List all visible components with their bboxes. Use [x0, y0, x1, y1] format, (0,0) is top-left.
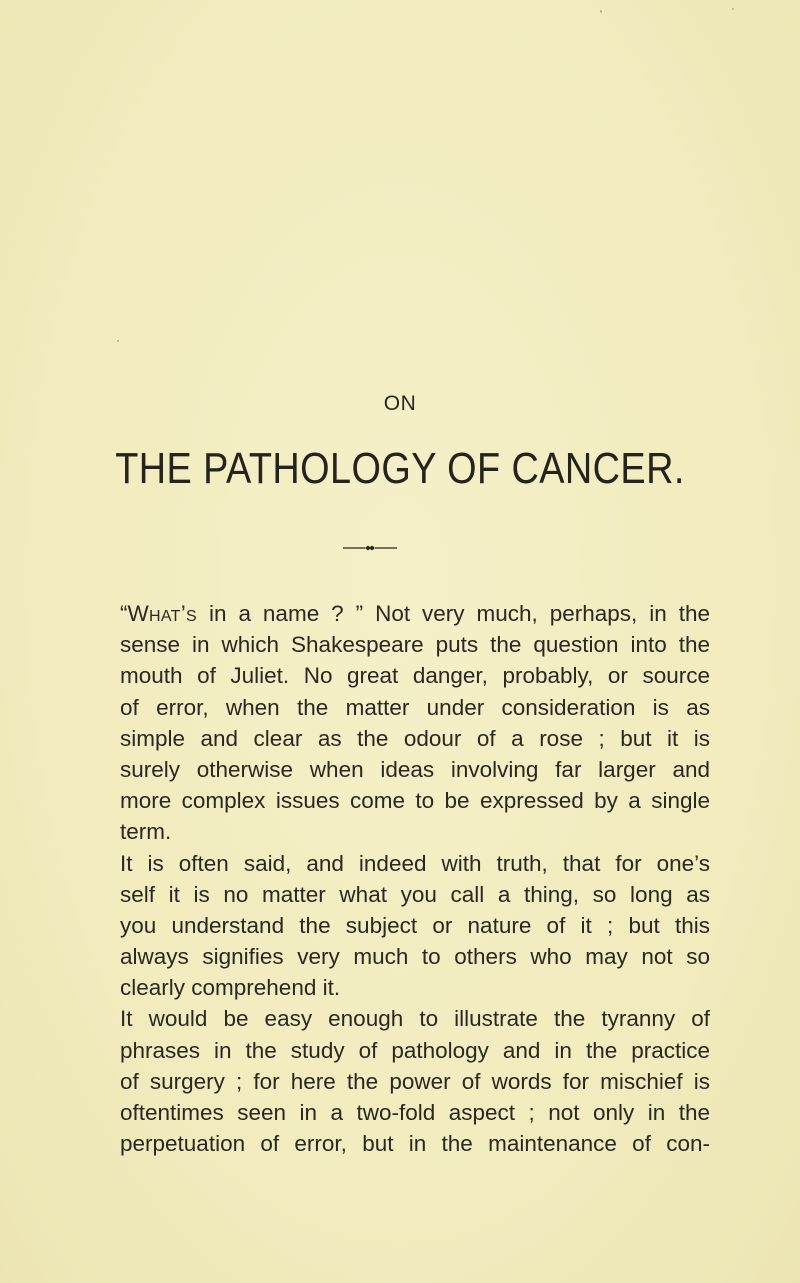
- text-line: of error, when the matter under consideration is as: [120, 694, 710, 720]
- text-line: It would be easy enough to illustrate the tyranny of: [120, 1006, 710, 1032]
- paper-speck: [117, 340, 119, 342]
- text-line: of surgery ; for here the power of words for mischief is: [120, 1068, 710, 1094]
- text-line: oftentimes seen in a two-fold aspect ; not only in the: [120, 1100, 710, 1125]
- smallcaps-word: What’s: [127, 601, 198, 626]
- text-line: perpetuation of error, but in the maintenance of con-: [120, 1131, 710, 1157]
- text-line: [120, 598, 710, 629]
- text-line: sense in which Shakespeare puts the question into the: [120, 632, 710, 658]
- text-line: always signifies very much to others who may not so: [120, 944, 710, 970]
- text-line: term.: [120, 819, 172, 845]
- text-line: mouth of Juliet. No great danger, probably, or source: [120, 663, 710, 689]
- text-line: phrases in the study of pathology and in the practice: [120, 1037, 710, 1063]
- line-rest: in a name ? ” Not very much, perhaps, in the: [197, 601, 710, 626]
- text-line: surely otherwise when ideas involving far larger and: [120, 756, 710, 782]
- text-line: you understand the subject or nature of it ; but this: [120, 912, 710, 938]
- text-line: clearly comprehend it.: [120, 975, 341, 1001]
- open-quote: “: [120, 601, 128, 626]
- text-line: It is often said, and indeed with truth, that for one’s: [120, 850, 710, 876]
- heading-on: ON: [383, 392, 417, 415]
- text-line: simple and clear as the odour of a rose ; but it is: [120, 725, 710, 751]
- page-title: THE PATHOLOGY OF CANCER.: [115, 444, 685, 493]
- text-line: more complex issues come to be expressed by a single: [120, 788, 710, 814]
- paper-speck: [732, 8, 734, 10]
- body-text: [120, 598, 710, 1159]
- text-line: self it is no matter what you call a thing, so long as: [120, 881, 710, 907]
- ornament-divider-icon: [343, 544, 397, 552]
- paper-speck: [600, 10, 602, 13]
